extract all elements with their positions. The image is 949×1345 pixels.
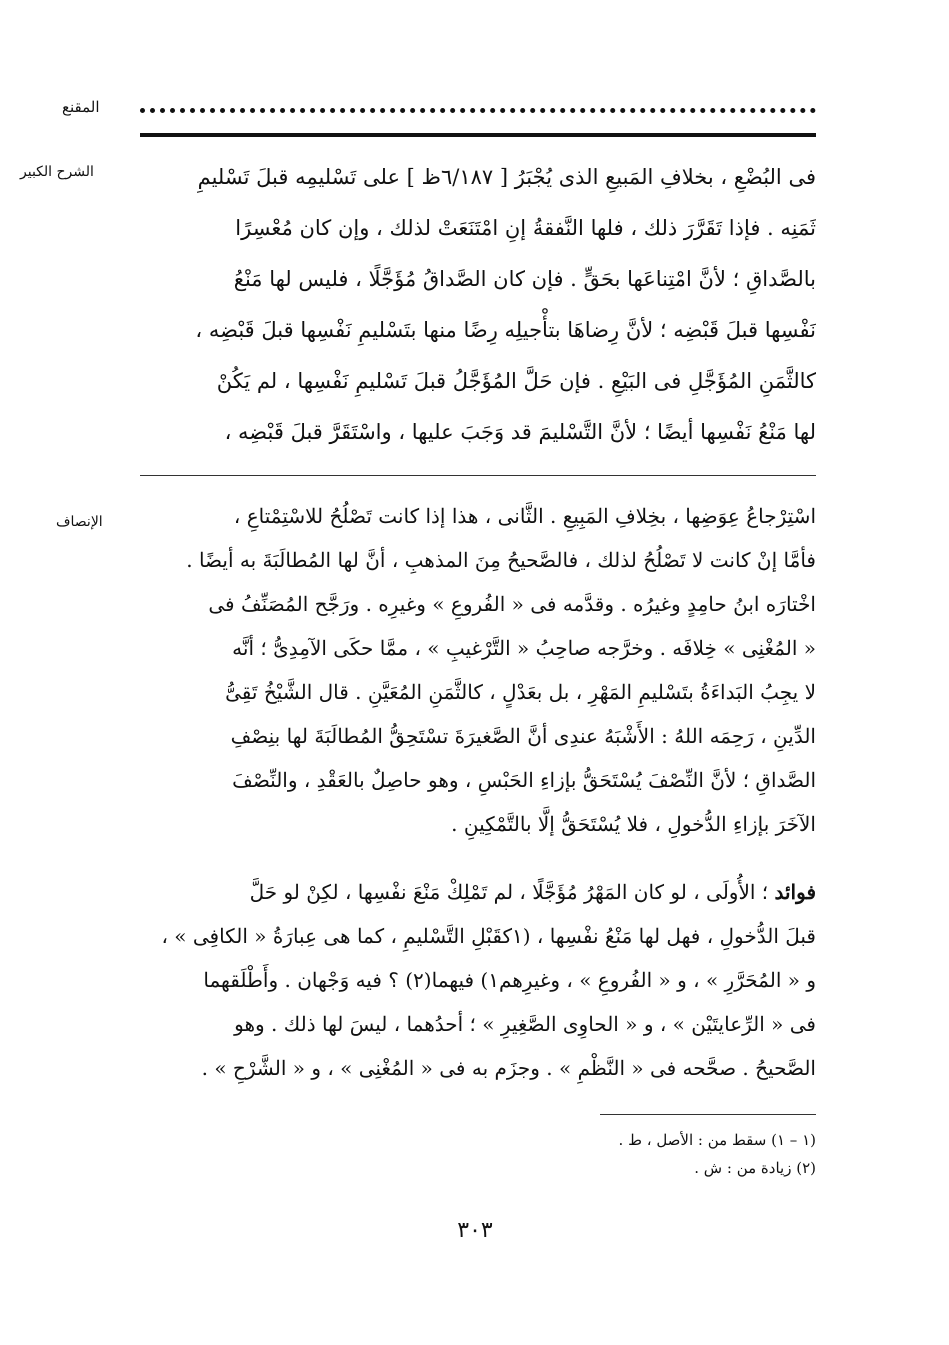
fawaid-line: الصَّحيحُ . صحَّحه فى « النَّظْمِ » . وجزَم به فى « المُغْنِى » ، و « الشَّرْحِ » . xyxy=(201,1056,816,1080)
side-label-insaf: الإنصاف xyxy=(56,514,103,530)
sharh-line: لها مَنْعُ نَفْسِها أيضًا ؛ لأنَّ التَّسْليمَ قد وَجَبَ عليها ، واسْتَقَرَّ قبلَ قَبْضِه ، xyxy=(224,420,816,444)
insaf-line: اخْتارَه ابنُ حامِدٍ وغيرُه . وقدَّمه فى « الفُروعِ » وغيرِه . ورَجَّح المُصَنِّفُ فى xyxy=(208,592,816,616)
fawaid-line: قبلَ الدُّخولِ ، فهل لها مَنْعُ نفْسِها ، (١كقَبْلِ التَّسْليمِ ، كما هى عِبارَةُ « الكافِى » ، xyxy=(161,924,816,948)
sharh-line: ثَمَنِه . فإذا تَقَرَّرَ ذلك ، فلها النَّفقةُ إنِ امْتَنَعَتْ لذلك ، وإن كان مُعْسِرًا xyxy=(235,216,816,240)
insaf-text xyxy=(140,494,816,846)
insaf-line: فأمَّا إنْ كانت لا تَصْلُحُ لذلك ، فالصَّحيحُ مِنَ المذهبِ ، أنَّ لها المُطالَبَةَ به أيضًا . xyxy=(186,548,816,572)
insaf-line: « المُغْنِى » خِلافَه . وخرَّجه صاحِبُ « التَّرْغيبِ » ، ممَّا حكَى الآمِدِىُّ ؛ أنَّه xyxy=(232,636,816,660)
insaf-line: الآخَرَ بإزاءِ الدُّخولِ ، فلا يُسْتَحَقُّ إلَّا بالتَّمْكِينِ . xyxy=(451,812,816,836)
sharh-text xyxy=(140,152,816,458)
fawaid-heading: فوائد xyxy=(774,880,816,904)
header-title: المقنع xyxy=(62,98,100,116)
section-divider xyxy=(140,475,816,476)
header-dotted-line xyxy=(140,96,816,113)
insaf-line: اسْتِرْجاعُ عِوَضِها ، بخِلافِ المَبِيعِ . الثَّانى ، هذا إذا كانت تَصْلُحُ للاسْتِمْتاعِ ، xyxy=(233,504,816,528)
fawaid-line xyxy=(140,870,816,914)
footnote: (١ – ١) سقط من : الأصل ، ط . xyxy=(618,1131,816,1149)
fawaid-line: فى « الرِّعايتَيْن » ، و « الحاوِى الصَّغِيرِ » ؛ أحدُهما ، ليسَ لها ذلك . وهو xyxy=(234,1012,816,1036)
fawaid-first-line: ؛ الأُولَى ، لو كان المَهْرُ مُؤَجَّلًا ، لم تَمْلِكْ مَنْعَ نفْسِها ، لكِنْ لو حَلَّ xyxy=(249,880,775,904)
side-label-sharh: الشرح الكبير xyxy=(20,164,94,180)
fawaid-line: و « المُحَرَّرِ » ، و « الفُروعِ » ، وغيرِهم١) فيهما(٢) ؟ فيه وَجْهان . وأَطْلَقهما xyxy=(203,968,816,992)
sharh-line: فى البُضْعِ ، بخلافِ المَبيعِ الذى يُجْبَرُ [ ٦/١٨٧ظ ] على تَسْليمِه قبلَ تَسْليمِ xyxy=(197,165,816,189)
fawaid-text xyxy=(140,870,816,1090)
page-number: ٣٠٣ xyxy=(457,1218,493,1243)
sharh-line: بالصَّداقِ ؛ لأنَّ امْتِناعَها بحَقٍّ . فإن كان الصَّداقُ مُؤَجَّلًا ، فليس لها مَنْعُ xyxy=(233,267,816,291)
footnote: (٢) زيادة من : ش . xyxy=(694,1159,816,1177)
footnotes xyxy=(400,1126,816,1182)
header-rule xyxy=(140,133,816,137)
footnote-rule xyxy=(600,1114,816,1115)
insaf-line: لا يجِبُ البَداءَةُ بتَسْليمِ المَهْرِ ، بل بعَدْلٍ ، كالثَّمَنِ المُعَيَّنِ . قال الشَّيْخُ تَقِىُّ xyxy=(225,680,816,704)
insaf-line: الدِّينِ ، رَحِمَه اللهُ : الأَشْبَهُ عندِى أنَّ الصَّغيرَةَ تسْتَحِقُّ المُطالَبَةَ لها بنِصْفِ xyxy=(230,724,816,748)
sharh-line: نَفْسِها قبلَ قَبْضِه ؛ لأنَّ رِضاهَا بتأْجيلِه رِضًا منها بتَسْليمِ نَفْسِها قبلَ قَبْضِه ، xyxy=(195,318,816,342)
insaf-line: الصَّداقِ ؛ لأنَّ النِّصْفَ يُسْتَحَقُّ بإزاءِ الحَبْسِ ، وهو حاصِلٌ بالعَقْدِ ، والنِّصْفَ xyxy=(232,768,816,792)
sharh-line: كالثَّمَنِ المُؤَجَّلِ فى البَيْعِ . فإن حَلَّ المُؤَجَّلُ قبلَ تَسْليمِ نَفْسِها ، لم يَكُنْ xyxy=(216,369,816,393)
